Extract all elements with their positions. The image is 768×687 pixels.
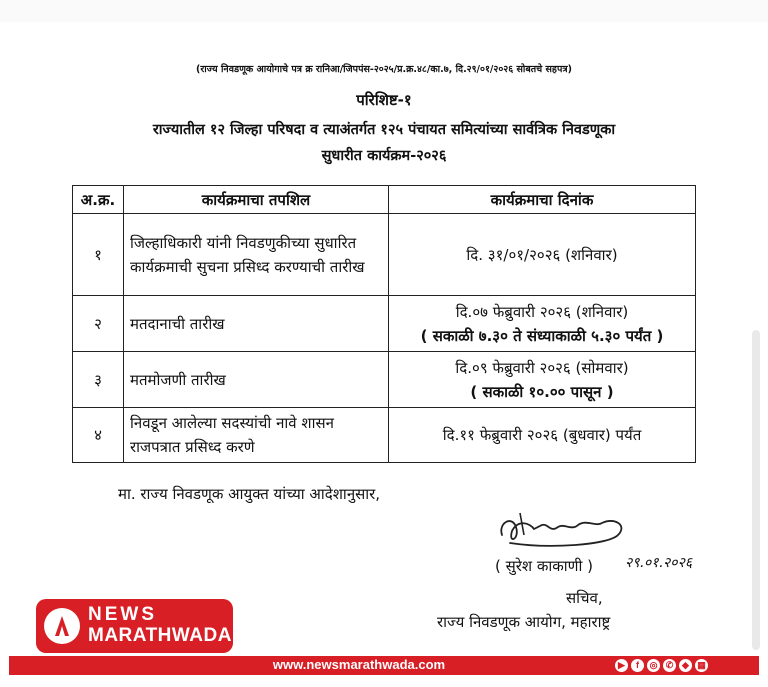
order-line: मा. राज्य निवडणूक आयुक्त यांच्या आदेशानुसार, — [118, 485, 381, 503]
signatory-title: सचिव, — [566, 589, 603, 607]
row-date — [389, 296, 696, 352]
row-serial: ३ — [73, 352, 124, 408]
app-icon[interactable]: ▦ — [695, 659, 708, 672]
row-date — [389, 214, 696, 296]
date-text: दि. ३१/०१/२०२६ (शनिवार) — [466, 245, 618, 264]
facebook-icon[interactable]: f — [631, 659, 644, 672]
program-title: सुधारीत कार्यक्रम-२०२६ — [321, 148, 447, 164]
subject-line: राज्यातील १२ जिल्हा परिषदा व त्याअंतर्गत १२५ पंचायत समित्यांच्या सार्वत्रिक निवडणूका — [152, 122, 616, 138]
instagram-icon[interactable]: ◎ — [647, 659, 660, 672]
table-row — [73, 408, 696, 463]
social-icons — [615, 659, 708, 672]
row-detail: मतमोजणी तारीख — [124, 352, 389, 408]
signature-image — [490, 505, 630, 553]
row-detail: जिल्हाधिकारी यांनी निवडणुकीच्या सुधारित कार्यक्रमाची सुचना प्रसिध्द करण्याची तारीख — [124, 214, 389, 296]
reference-line: (राज्य निवडणूक आयोगाचे पत्र क्र रानिआ/जिपपंस-२०२५/प्र.क्र.४८/का.७, दि.२९/०१/२०२६ सोबतचे सहपत्र) — [196, 64, 572, 75]
row-serial: १ — [73, 214, 124, 296]
row-date — [389, 352, 696, 408]
whatsapp-icon[interactable]: ✆ — [663, 659, 676, 672]
table-header-row — [73, 186, 696, 214]
table-row — [73, 352, 696, 408]
header-serial: अ.क्र. — [73, 186, 124, 214]
date-text: दि.११ फेब्रुवारी २०२६ (बुधवार) पर्यंत — [442, 426, 642, 444]
signatory-name: ( सुरेश काकाणी ) — [495, 557, 594, 575]
youtube-icon[interactable]: ▶ — [615, 659, 628, 672]
footer-bar — [9, 656, 759, 675]
row-detail: निवडून आलेल्या सदस्यांची नावे शासन राजपत्रात प्रसिध्द करणे — [124, 408, 389, 463]
time-note: ( सकाळी १०.०० पासून ) — [470, 382, 614, 401]
website-link[interactable]: www.newsmarathwada.com — [272, 657, 446, 672]
row-detail: मतदानाची तारीख — [124, 296, 389, 352]
header-detail: कार्यक्रमाचा तपशिल — [124, 186, 389, 214]
table-row — [73, 214, 696, 296]
handwritten-date: २९.०१.२०२६ — [625, 555, 693, 571]
time-note: ( सकाळी ७.३० ते संध्याकाळी ५.३० पर्यंत ) — [420, 326, 664, 345]
logo-text-news: NEWS — [88, 604, 157, 625]
annex-title: परिशिष्ट-१ — [356, 91, 412, 109]
row-date — [389, 408, 696, 463]
row-serial: २ — [73, 296, 124, 352]
date-text: दि.०७ फेब्रुवारी २०२६ (शनिवार) — [455, 302, 629, 321]
news-marathwada-logo — [36, 599, 233, 653]
row-serial: ४ — [73, 408, 124, 463]
schedule-table — [72, 185, 696, 463]
signatory-organization: राज्य निवडणूक आयोग, महाराष्ट्र — [437, 613, 611, 631]
date-text: दि.०९ फेब्रुवारी २०२६ (सोमवार) — [455, 358, 629, 377]
table-row — [73, 296, 696, 352]
logo-emblem-icon — [44, 608, 80, 644]
logo-text-marathwada: MARATHWADA — [88, 625, 232, 646]
scrollbar[interactable] — [752, 330, 760, 650]
top-bar — [0, 0, 768, 22]
sharechat-icon[interactable]: ◆ — [679, 659, 692, 672]
header-date: कार्यक्रमाचा दिनांक — [389, 186, 696, 214]
